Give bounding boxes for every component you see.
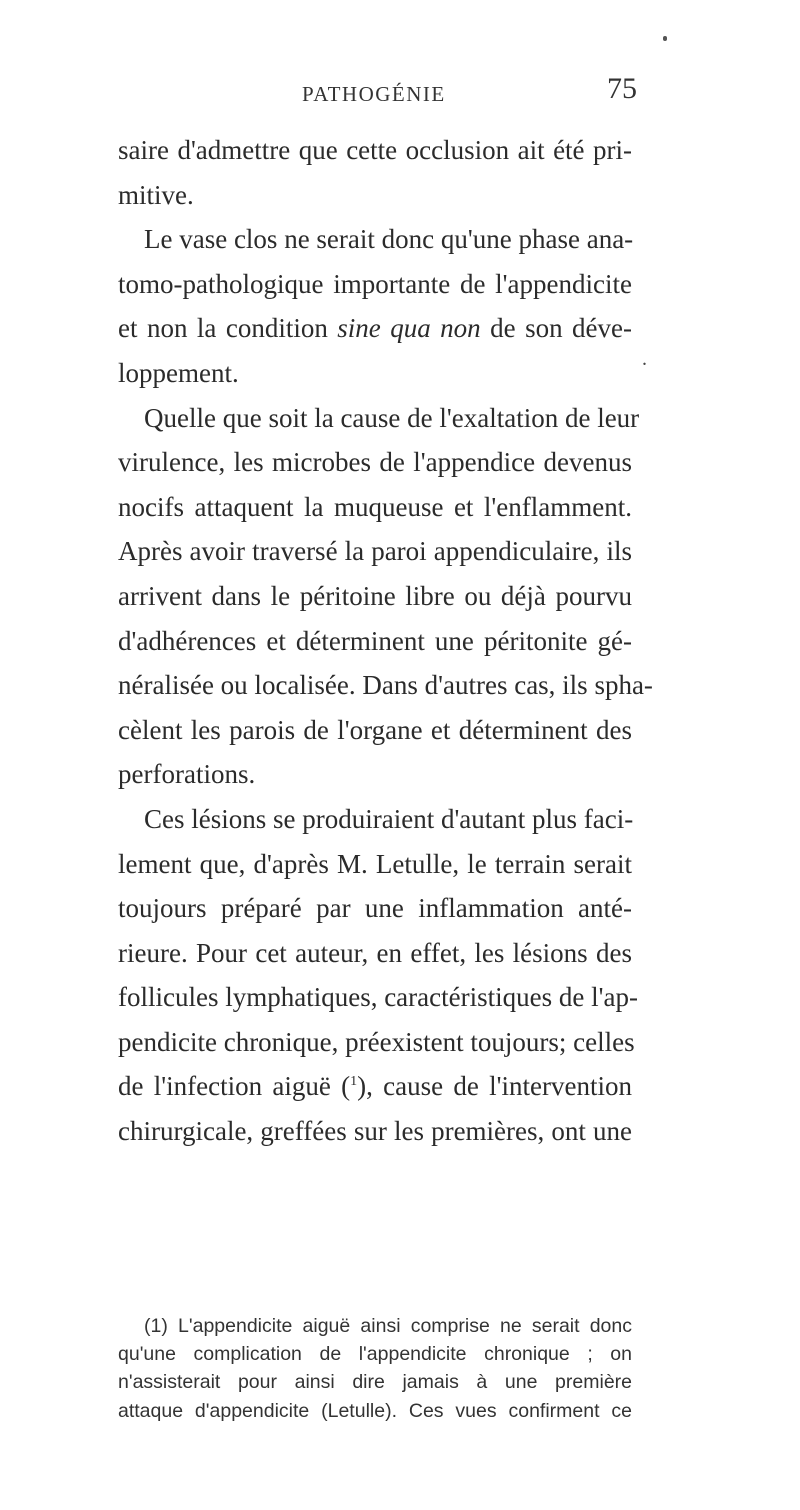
body-text: [118, 128, 653, 1154]
text-line: perforations.: [118, 759, 256, 790]
text-line: Le vase clos ne serait donc qu'une phase ana-: [144, 224, 634, 255]
text-line: chirurgicale, greffées sur les premières, ont une: [118, 1116, 632, 1147]
text-line: rieure. Pour cet auteur, en effet, les lésions des: [118, 937, 632, 968]
text-line: follicules lymphatiques, caractéristiques de l'ap-: [118, 982, 638, 1013]
text-line: saire d'admettre que cette occlusion ait été pri-: [118, 135, 632, 165]
footnote-marker: (1): [144, 1315, 168, 1337]
text-line: toujours préparé par une inflammation anté-: [118, 893, 632, 924]
margin-mark: .: [642, 348, 647, 370]
text-line: Après avoir traversé la paroi appendiculaire, ils: [118, 536, 632, 567]
page-header: [0, 72, 800, 112]
text-line: nocifs attaquent la muqueuse et l'enflamment.: [118, 491, 632, 522]
text-line: tomo-pathologique importante de l'appendicite: [118, 268, 632, 299]
text-line: néralisée ou localisée. Dans d'autres cas, ils spha-: [118, 670, 653, 701]
italic-phrase: sine qua non: [337, 313, 481, 344]
text-line: lement que, d'après M. Letulle, le terrain serait: [118, 848, 632, 879]
text-line: d'adhérences et déterminent une péritonite gé-: [118, 625, 632, 656]
footnote: [118, 1312, 632, 1425]
text-line: cèlent les parois de l'organe et déterminent des: [118, 714, 632, 745]
text-line: [118, 306, 632, 351]
text-line: arrivent dans le péritoine libre ou déjà pourvu: [118, 580, 632, 611]
text-run: et non la condition: [118, 313, 328, 344]
text-run: de l'infection aiguë (: [118, 1071, 351, 1102]
page-number: 75: [607, 72, 637, 105]
footnote-line: [118, 1312, 632, 1340]
text-line: virulence, les microbes de l'appendice devenus: [118, 447, 632, 478]
text-line: loppement.: [118, 357, 239, 388]
text-run: ), cause de l'intervention: [357, 1071, 633, 1102]
text-line: mitive.: [118, 179, 194, 210]
text-line: pendicite chronique, préexistent toujours; celles: [118, 1026, 635, 1057]
ink-speck: [663, 36, 667, 41]
footnote-line: attaque d'appendicite (Letulle). Ces vues confirment ce: [118, 1399, 632, 1422]
text-line: [118, 1064, 632, 1109]
footnote-line: n'assisterait pour ainsi dire jamais à une première: [118, 1371, 632, 1394]
running-head: PATHOGÉNIE: [302, 82, 446, 106]
text-run: de son déve-: [490, 313, 632, 344]
footnote-text: L'appendicite aiguë ainsi comprise ne serait donc: [178, 1315, 632, 1337]
footnote-ref: 1: [350, 1074, 358, 1090]
text-line: Quelle que soit la cause de l'exaltation de leur: [144, 402, 640, 433]
footnote-line: qu'une complication de l'appendicite chronique ; on: [118, 1343, 632, 1366]
text-line: Ces lésions se produiraient d'autant plus faci-: [144, 803, 634, 834]
